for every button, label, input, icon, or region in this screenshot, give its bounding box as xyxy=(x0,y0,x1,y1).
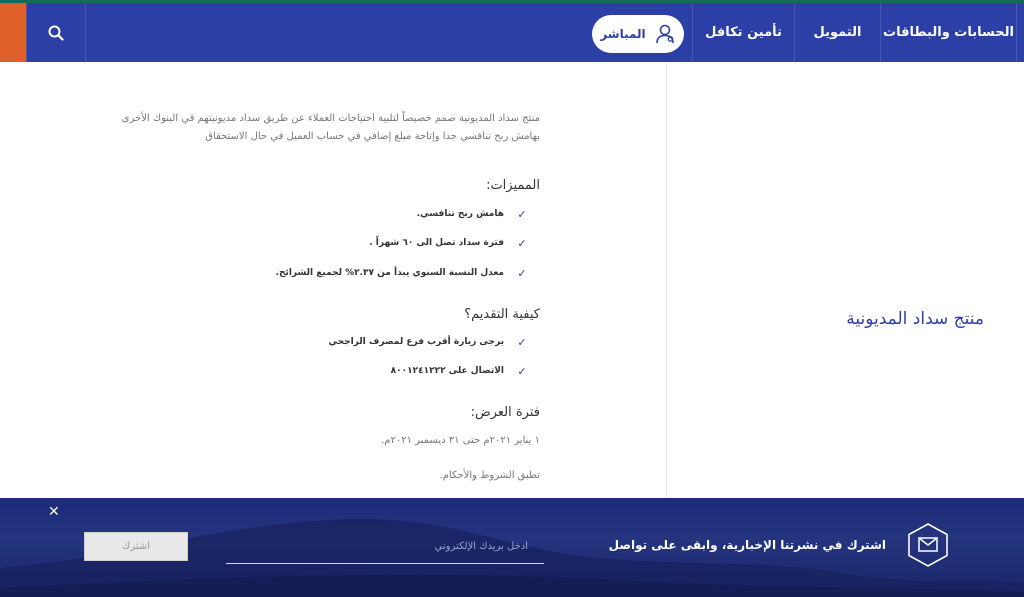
feature-text: فترة سداد تصل الى ٦٠ شهراً . xyxy=(369,238,504,248)
nav-item-label: التمويل xyxy=(813,25,862,40)
subscribe-button[interactable]: اشترك xyxy=(84,532,188,561)
nav-item-label: تأمين تكافل xyxy=(705,25,782,40)
email-field[interactable] xyxy=(226,530,544,564)
product-title: منتج سداد المديونية xyxy=(846,309,984,329)
mail-icon xyxy=(906,522,950,568)
offer-period: ١ يناير ٢٠٢١م حتى ٣١ ديسمبر ٢٠٢١م. xyxy=(381,435,540,446)
nav-item-finance[interactable] xyxy=(794,3,880,62)
feature-text: معدل النسبة السنوي يبدأ من ٢.٣٧% لجميع الشرائح. xyxy=(275,268,504,278)
check-icon: ✓ xyxy=(517,364,527,378)
apply-heading: كيفية التقديم؟ xyxy=(464,307,540,322)
nav-item-label: الحسابات والبطاقات xyxy=(883,25,1014,40)
apply-step xyxy=(100,363,540,379)
newsletter-text: اشترك في نشرتنا الإخبارية، وابقى على تواصل xyxy=(608,538,886,552)
features-heading: المميزات: xyxy=(486,178,540,193)
apply-step-text: يرجى زيارة أقرب فرع لمصرف الراجحي xyxy=(328,337,504,347)
product-details xyxy=(100,62,540,498)
live-button[interactable] xyxy=(592,15,684,53)
close-icon[interactable]: ✕ xyxy=(48,504,60,520)
terms-text: تطبق الشروط والأحكام. xyxy=(439,470,540,481)
check-icon: ✓ xyxy=(517,207,527,221)
apply-step-text: الاتصال على ٨٠٠١٢٤١٢٢٢ xyxy=(390,366,504,376)
newsletter-footer xyxy=(0,498,1024,597)
search-icon xyxy=(48,25,64,41)
check-icon: ✓ xyxy=(517,266,527,280)
offer-heading: فترة العرض: xyxy=(470,405,540,420)
nav-item-accounts[interactable] xyxy=(880,3,1016,62)
feature-item xyxy=(100,206,540,222)
search-button[interactable] xyxy=(26,3,86,62)
nav-edge xyxy=(1016,3,1024,62)
top-navigation xyxy=(0,0,1024,62)
nav-item-takaful[interactable] xyxy=(692,3,794,62)
check-icon: ✓ xyxy=(517,236,527,250)
live-label: المباشر xyxy=(600,27,646,41)
feature-item xyxy=(100,235,540,251)
user-icon xyxy=(654,23,676,45)
check-icon: ✓ xyxy=(517,335,527,349)
feature-text: هامش ربح تنافسي. xyxy=(416,209,504,219)
feature-item xyxy=(100,265,540,281)
orange-side-tab[interactable] xyxy=(0,3,26,62)
product-sidebar xyxy=(666,62,1024,498)
product-intro: منتج سداد المديونية صمم خصيصاً لتلبية احتياجات العملاء عن طريق سداد مديونيتهم في البنوك الأخرى بهامش ربح تنافسي جدا وإتاحة مبلغ إضافي في حساب العميل في حال الاستحقاق xyxy=(121,113,540,142)
apply-step xyxy=(100,334,540,350)
